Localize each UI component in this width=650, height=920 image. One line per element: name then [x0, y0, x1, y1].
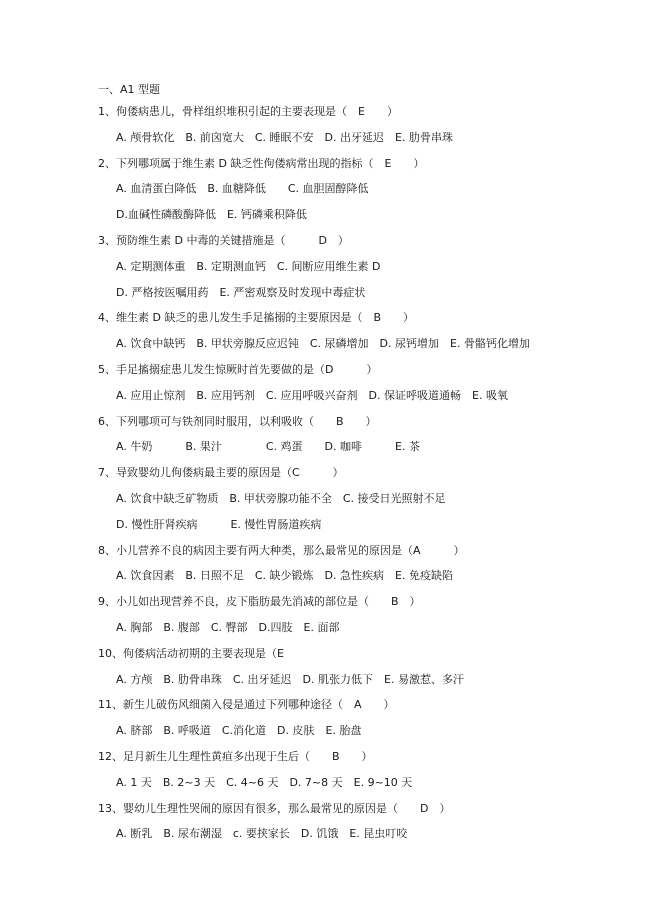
question-9 — [98, 594, 618, 646]
option-text: A. 血清蛋白降低 B. 血糖降低 C. 血胆固醇降低 — [116, 182, 369, 196]
option-text: D. 慢性肝肾疾病 E. 慢性胃肠道疾病 — [116, 517, 322, 531]
question-stem: 1、佝偻病患儿，骨样组织堆积引起的主要表现是（ E ） — [98, 105, 398, 118]
question-stem: 10、佝偻病活动初期的主要表现是（E — [98, 646, 284, 660]
options-line — [98, 568, 618, 594]
options-line — [98, 723, 618, 749]
option-text: A. 胸部 B. 腹部 C. 臀部 D.四肢 E. 面部 — [116, 620, 340, 634]
question-10 — [98, 646, 618, 698]
options-line — [98, 336, 618, 362]
question-stem: 3、预防维生素 D 中毒的关键措施是（ D ） — [98, 233, 349, 247]
options-line — [98, 775, 618, 801]
options-line — [98, 620, 618, 646]
option-text: A. 饮食因素 B. 日照不足 C. 缺少锻炼 D. 急性疾病 E. 免疫缺陷 — [116, 569, 453, 583]
question-stem: 12、足月新生儿生理性黄疸多出现于生后（ B ） — [98, 749, 373, 763]
question-4 — [98, 310, 618, 362]
question-6 — [98, 414, 618, 466]
question-5 — [98, 362, 618, 414]
question-stem: 13、婴幼儿生理性哭闹的原因有很多，那么最常见的原因是（ D ） — [98, 801, 451, 815]
option-text: A. 脐部 B. 呼吸道 C.消化道 D. 皮肤 E. 胎盘 — [116, 724, 362, 738]
option-text: A. 牛奶 B. 果汁 C. 鸡蛋 D. 咖啡 E. 茶 — [116, 440, 420, 454]
options-line — [98, 439, 618, 465]
option-text: A. 方颅 B. 肋骨串珠 C. 出牙延迟 D. 肌张力低下 E. 易激惹、多汗 — [116, 672, 464, 686]
options-line — [98, 388, 618, 414]
question-stem: 7、导致婴幼儿佝偻病最主要的原因是（C ） — [98, 466, 344, 480]
option-text: A. 颅骨软化 B. 前囟宽大 C. 睡眠不安 D. 出牙延迟 E. 肋骨串珠 — [116, 130, 453, 144]
option-text: A. 应用止惊剂 B. 应用钙剂 C. 应用呼吸兴奋剂 D. 保证呼吸道通畅 E. 吸氧 — [116, 388, 508, 402]
question-1 — [98, 104, 618, 156]
options-line — [98, 491, 618, 517]
options-line — [98, 517, 618, 543]
option-text: D. 严格按医嘱用药 E. 严密观察及时发现中毒症状 — [116, 285, 366, 299]
question-7 — [98, 465, 618, 542]
question-stem: 2、下列哪项属于维生素 D 缺乏性佝偻病常出现的指标（ E ） — [98, 156, 425, 170]
question-stem: 9、小儿如出现营养不良，皮下脂肪最先消减的部位是（ B ） — [98, 595, 421, 609]
question-stem: 5、手足搐搦症患儿发生惊厥时首先要做的是（D ） — [98, 362, 378, 376]
option-text: A. 1 天 B. 2~3 天 C. 4~6 天 D. 7~8 天 E. 9~10 天 — [116, 775, 413, 789]
question-stem: 8、小儿营养不良的病因主要有两大种类，那么最常见的原因是（A ） — [98, 543, 465, 557]
options-line — [98, 181, 618, 207]
options-line — [98, 285, 618, 311]
question-8 — [98, 543, 618, 595]
option-text: A. 饮食中缺钙 B. 甲状旁腺反应迟钝 C. 尿磷增加 D. 尿钙增加 E. 骨骼钙化增加 — [116, 337, 530, 351]
section-title: 一、A1 型题 — [98, 83, 161, 96]
options-line — [98, 130, 618, 156]
question-stem: 11、新生儿破伤风细菌入侵是通过下列哪种途径（ A ） — [98, 698, 395, 712]
option-text: A. 断乳 B. 尿布潮湿 c. 要挟家长 D. 饥饿 E. 昆虫叮咬 — [116, 827, 408, 841]
question-11 — [98, 697, 618, 749]
options-line — [98, 259, 618, 285]
option-text: A. 定期测体重 B. 定期测血钙 C. 间断应用维生素 D — [116, 259, 381, 273]
options-line — [98, 672, 618, 698]
question-list — [98, 82, 618, 852]
question-stem: 6、下列哪项可与铁剂同时服用，以利吸收（ B ） — [98, 414, 377, 428]
options-line — [98, 207, 618, 233]
question-stem: 4、维生素 D 缺乏的患儿发生手足搐搦的主要原因是（ B ） — [98, 311, 415, 325]
option-text: D.血碱性磷酸酶降低 E. 钙磷乘积降低 — [116, 208, 307, 222]
question-13 — [98, 801, 618, 853]
question-3 — [98, 233, 618, 310]
option-text: A. 饮食中缺乏矿物质 B. 甲状旁腺功能不全 C. 接受日光照射不足 — [116, 491, 446, 505]
options-line — [98, 826, 618, 852]
question-2 — [98, 156, 618, 233]
question-12 — [98, 749, 618, 801]
